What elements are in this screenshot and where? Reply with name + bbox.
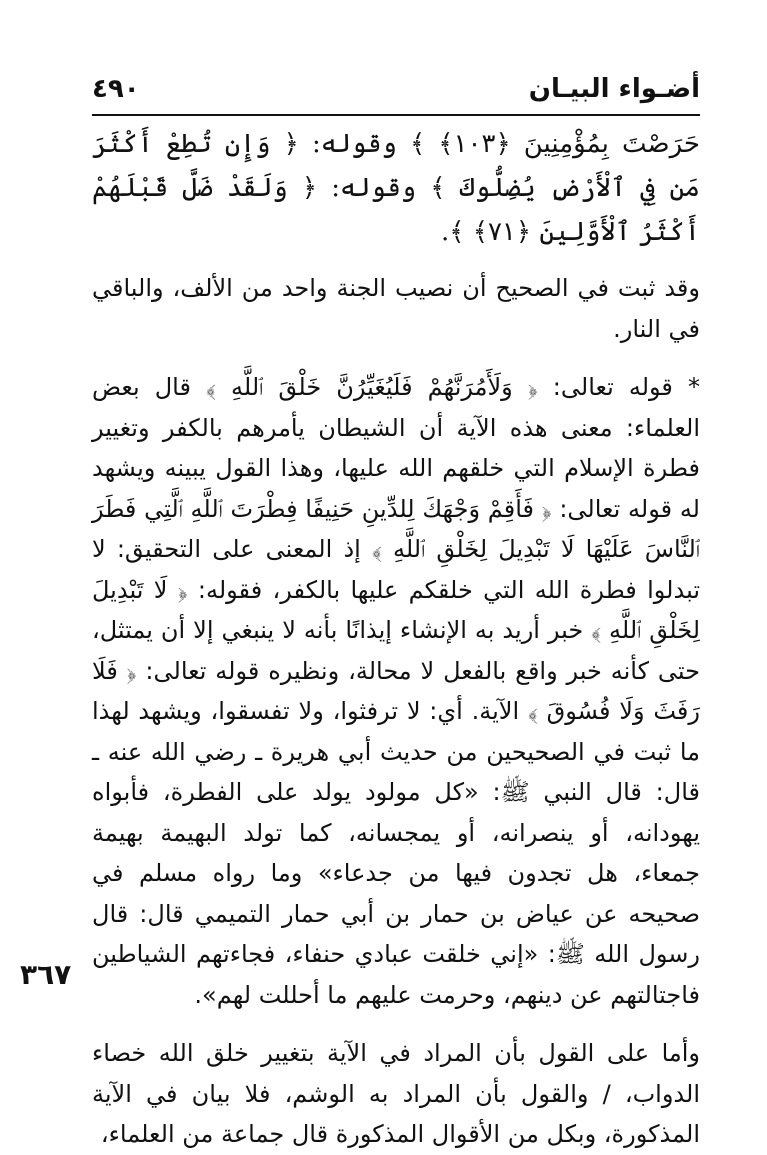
margin-page-number: ٣٦٧ xyxy=(20,958,72,991)
header-rule xyxy=(92,114,700,116)
running-header xyxy=(92,70,700,112)
book-title: أضـواء البيـان xyxy=(528,74,700,104)
paragraph-hadith-note: وقد ثبت في الصحيح أن نصيب الجنة واحد من الألف، والباقي في النار. xyxy=(92,274,700,343)
body-text xyxy=(92,122,700,1155)
paragraph-second-opinion: وأما على القول بأن المراد في الآية بتغيير خلق الله خصاء الدواب، / والقول بأن المراد به الوشم، فلا بيان في الآية المذكورة، وبكل من الأقوال المذكورة قال جماعة من العلماء، xyxy=(92,1039,700,1148)
paragraph-quran-continuation: حَرَصْتَ بِمُؤْمِنِينَ ﴿١٠٣﴾ ﴾ وقوله: ﴿ وَإِن تُطِعْ أَكْثَرَ مَن فِي ٱلْأَرْضِ يُضِلُّوكَ ﴾ وقوله: ﴿ وَلَقَدْ ضَلَّ قَبْلَهُمْ أَكْثَرُ ٱلْأَوَّلِينَ ﴿٧١﴾ ﴾. xyxy=(92,129,700,247)
page-number: ٤٩٠ xyxy=(92,74,140,104)
paragraph-verse-commentary: * قوله تعالى: ﴿ وَلَأَمُرَنَّهُمْ فَلَيُغَيِّرُنَّ خَلْقَ ٱللَّهِ ﴾ قال بعض العلماء: معنى هذه الآية أن الشيطان يأمرهم بالكفر وتغيير فطرة الإسلام التي خلقهم الله عليها، وهذا القول يبينه ويشهد له قوله تعالى: ﴿ فَأَقِمْ وَجْهَكَ لِلدِّينِ حَنِيفًا فِطْرَتَ ٱللَّهِ ٱلَّتِي فَطَرَ ٱلنَّاسَ عَلَيْهَا لَا تَبْدِيلَ لِخَلْقِ ٱللَّهِ ﴾ إذ المعنى على التحقيق: لا تبدلوا فطرة الله التي خلقكم عليها بالكفر، فقوله: ﴿ لَا تَبْدِيلَ لِخَلْقِ ٱللَّهِ ﴾ خبر أريد به الإنشاء إيذانًا بأنه لا ينبغي إلا أن يمتثل، حتى كأنه خبر واقع بالفعل لا محالة، ونظيره قوله تعالى: ﴿ فَلَا رَفَثَ وَلَا فُسُوقَ ﴾ الآية. أي: لا ترفثوا، ولا تفسقوا، ويشهد لهذا ما ثبت في الصحيحين من حديث أبي هريرة ـ رضي الله عنه ـ قال: قال النبي ﷺ: «كل مولود يولد على الفطرة، فأبواه يهودانه، أو ينصرانه، أو يمجسانه، كما تولد البهيمة بهيمة جمعاء، هل تجدون فيها من جدعاء» وما رواه مسلم في صحيحه عن عياض بن حمار بن أبي حمار التميمي قال: قال رسول الله ﷺ: «إني خلقت عبادي حنفاء، فجاءتهم الشياطين فاجتالتهم عن دينهم، وحرمت عليهم ما أحللت لهم». xyxy=(92,373,700,1009)
